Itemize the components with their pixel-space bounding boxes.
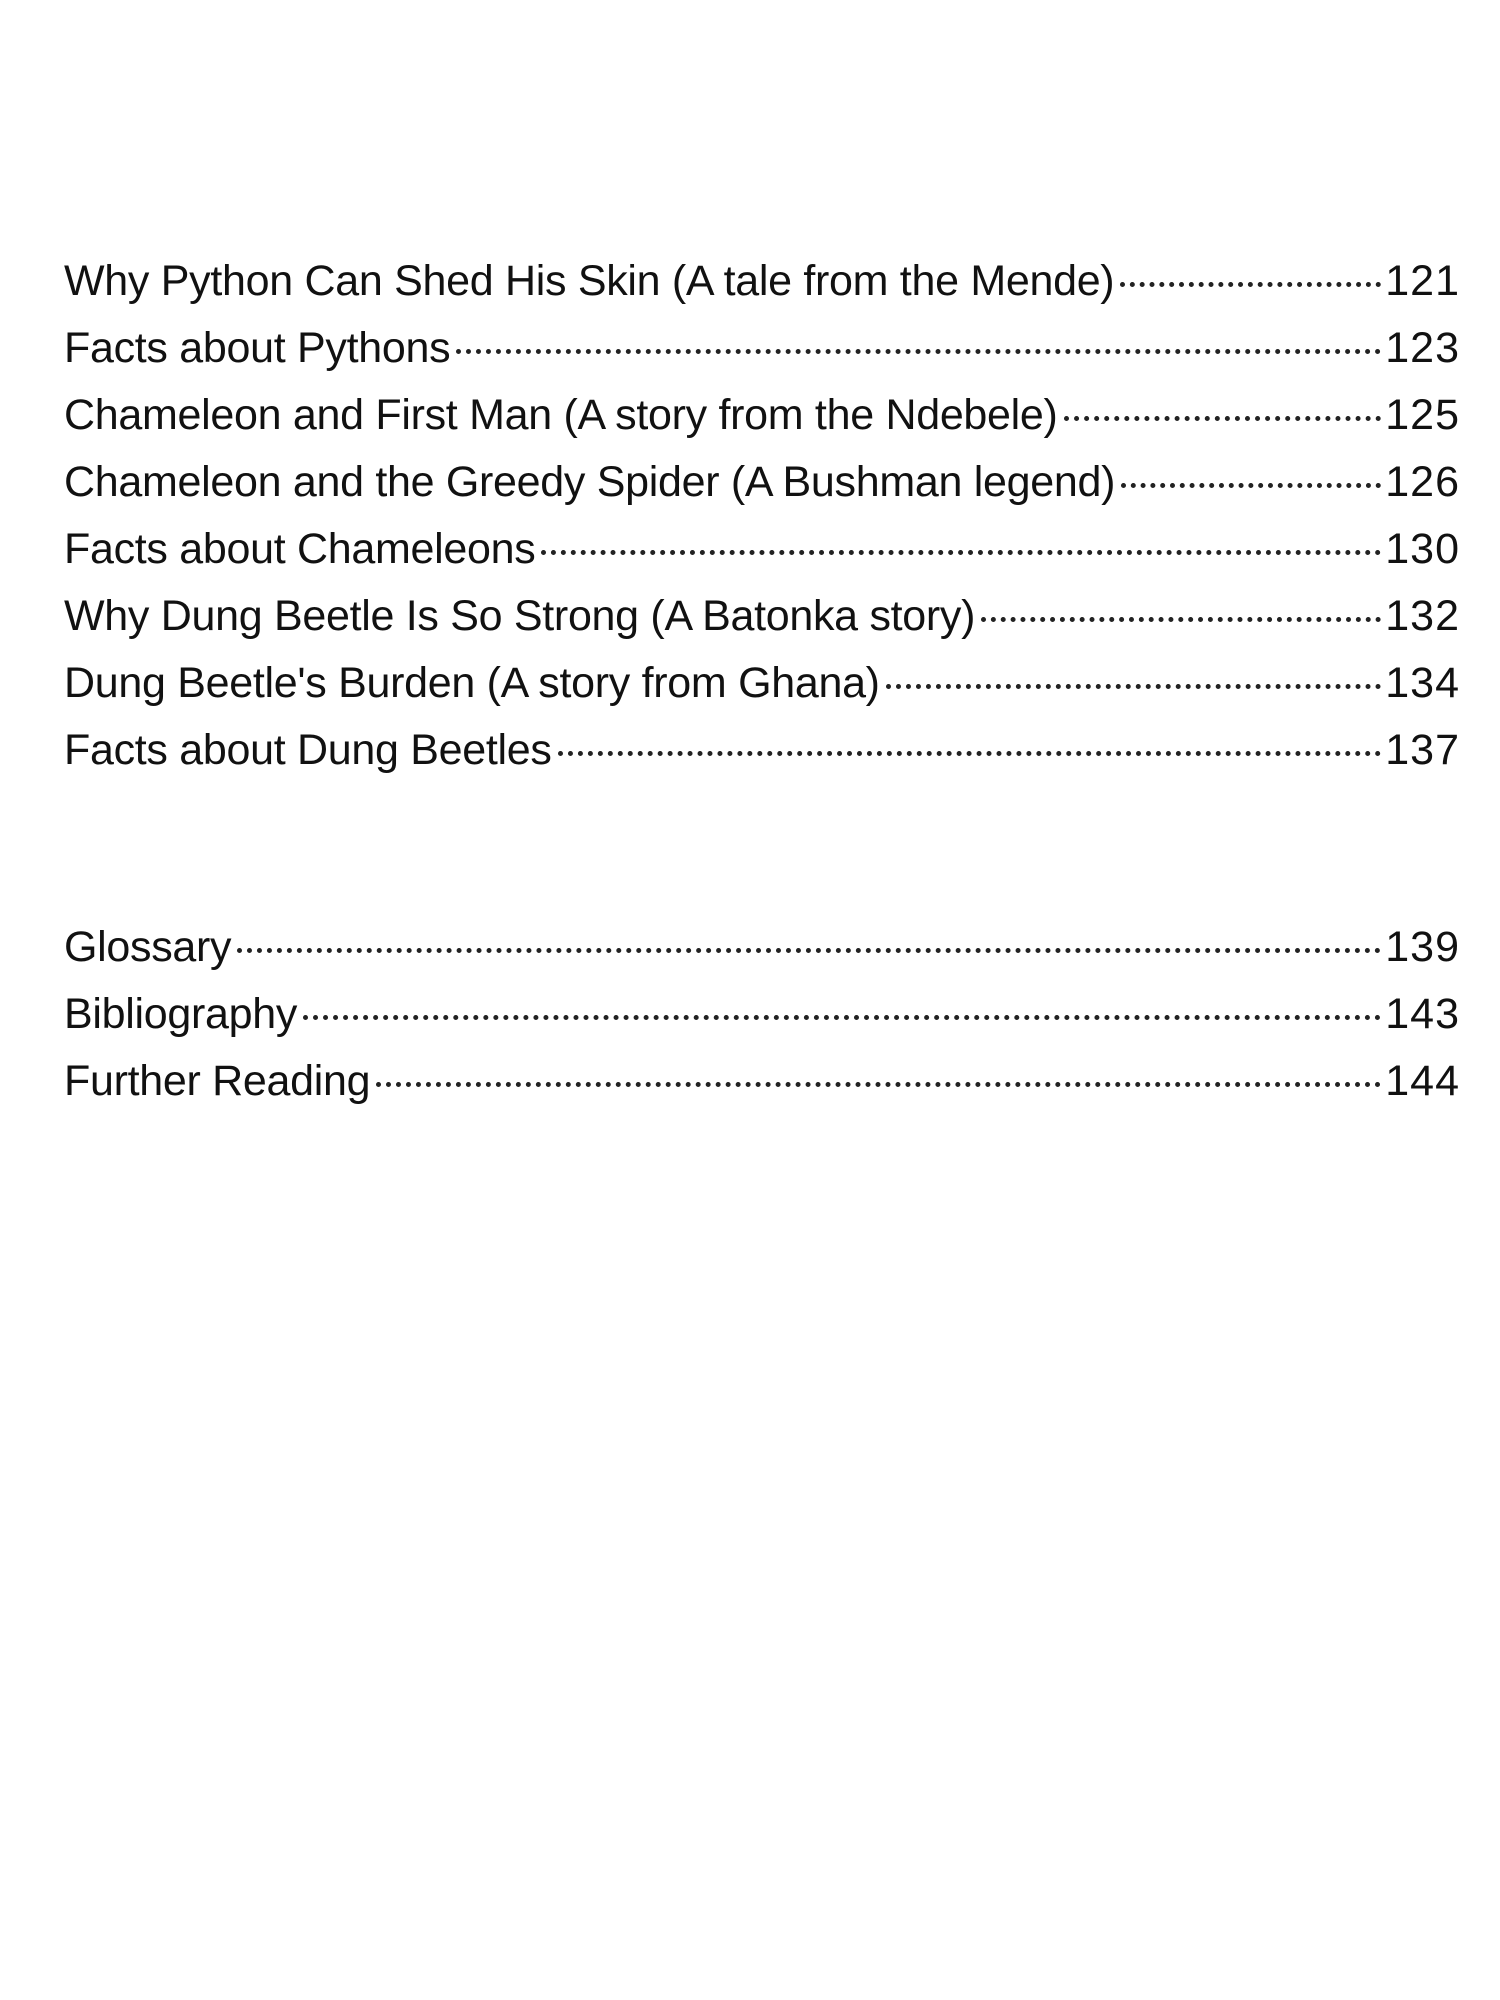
dot-leader — [1120, 282, 1381, 287]
dot-leader — [558, 751, 1382, 756]
toc-entry — [64, 315, 1460, 382]
toc-entry-title: Dung Beetle's Burden (A story from Ghana) — [64, 659, 880, 707]
toc-entry-page: 126 — [1385, 458, 1460, 506]
toc-entry-page: 139 — [1385, 923, 1460, 971]
toc-entry-title: Further Reading — [64, 1057, 371, 1105]
toc-back-matter-section — [64, 914, 1460, 1115]
toc-entry — [64, 382, 1460, 449]
toc-entry-page: 132 — [1385, 592, 1460, 640]
toc-entry-page: 143 — [1385, 990, 1460, 1038]
toc-entry — [64, 248, 1460, 315]
toc-main-section — [64, 248, 1460, 784]
dot-leader — [303, 1015, 1381, 1020]
toc-entry-page: 130 — [1385, 525, 1460, 573]
toc-entry-title: Chameleon and First Man (A story from the Ndebele) — [64, 391, 1058, 439]
toc-entry — [64, 449, 1460, 516]
toc-entry-page: 123 — [1385, 324, 1460, 372]
toc-entry-title: Chameleon and the Greedy Spider (A Bushman legend) — [64, 458, 1116, 506]
toc-entry — [64, 516, 1460, 583]
toc-entry-page: 121 — [1385, 257, 1460, 305]
toc-entry — [64, 1048, 1460, 1115]
toc-entry-title: Why Python Can Shed His Skin (A tale from the Mende) — [64, 257, 1115, 305]
dot-leader — [237, 948, 1381, 953]
toc-entry — [64, 717, 1460, 784]
dot-leader — [886, 684, 1382, 689]
toc-entry-title: Why Dung Beetle Is So Strong (A Batonka story) — [64, 592, 976, 640]
toc-entry-page: 125 — [1385, 391, 1460, 439]
dot-leader — [1064, 416, 1382, 421]
dot-leader — [1121, 483, 1381, 488]
dot-leader — [456, 349, 1381, 354]
toc-entry-title: Bibliography — [64, 990, 298, 1038]
toc-entry-title: Glossary — [64, 923, 232, 971]
toc-entry — [64, 981, 1460, 1048]
dot-leader — [376, 1082, 1381, 1087]
toc-entry — [64, 650, 1460, 717]
dot-leader — [541, 550, 1381, 555]
toc-entry-title: Facts about Pythons — [64, 324, 451, 372]
toc-entry — [64, 914, 1460, 981]
toc-entry-page: 134 — [1385, 659, 1460, 707]
toc-entry-title: Facts about Dung Beetles — [64, 726, 552, 774]
toc-entry-page: 144 — [1385, 1057, 1460, 1105]
dot-leader — [981, 617, 1381, 622]
toc-entry-page: 137 — [1385, 726, 1460, 774]
toc-entry-title: Facts about Chameleons — [64, 525, 536, 573]
toc-entry — [64, 583, 1460, 650]
